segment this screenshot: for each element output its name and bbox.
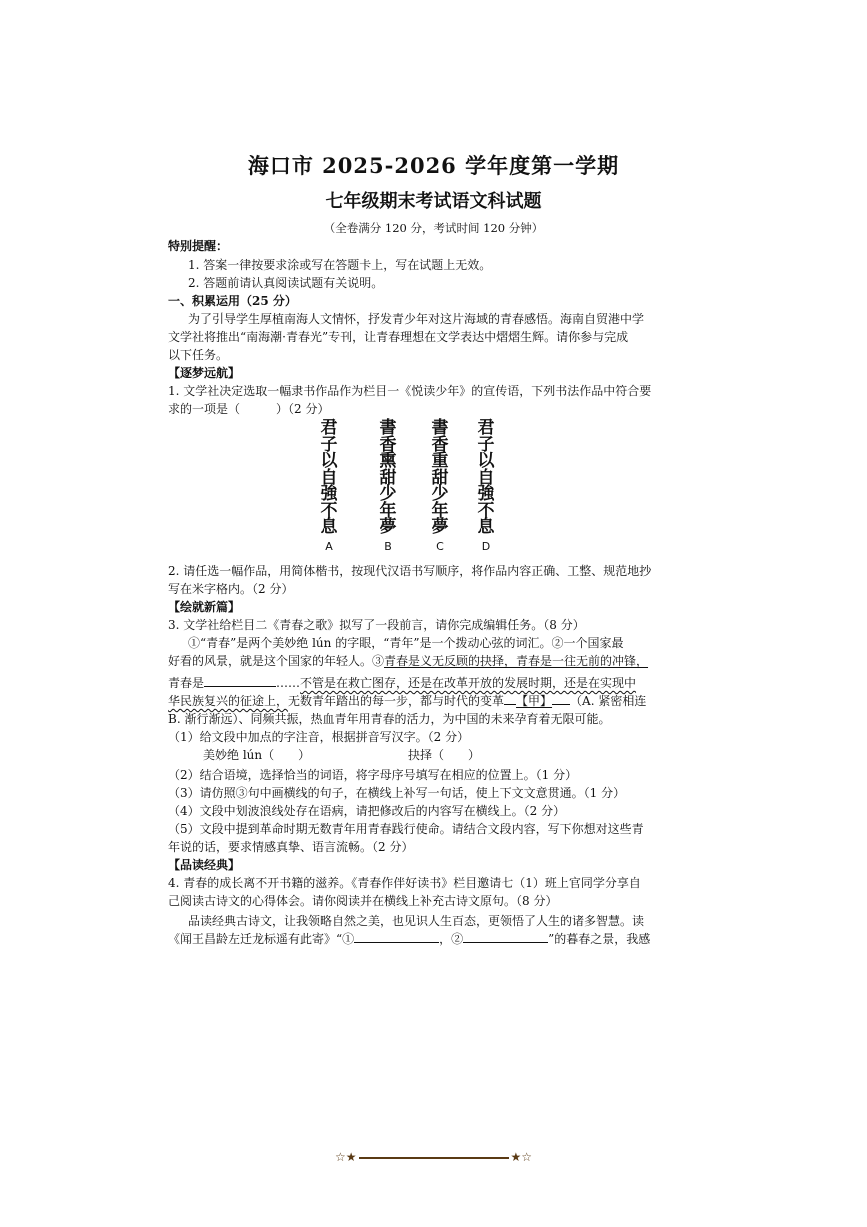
callig-char: 君 [477, 418, 495, 438]
callig-char: 以 [320, 451, 338, 471]
option-label-a[interactable]: A [325, 540, 333, 553]
part-label-3: 【品读经典】 [168, 858, 241, 872]
passage-line-4 [168, 692, 658, 710]
part-label-2: 【绘就新篇】 [168, 600, 241, 614]
underlined-sentence: 青春是义无反顾的抉择，青春是一往无前的冲锋， [384, 654, 649, 668]
wavy-sentence-end: 华民族复兴的征途上， [168, 694, 289, 708]
option-label-d[interactable]: D [481, 540, 491, 553]
callig-char: 自 [320, 467, 338, 488]
callig-char: 息 [320, 517, 338, 537]
callig-char: 不 [320, 500, 338, 521]
ellipsis: …… [276, 676, 301, 690]
poem-blank-1[interactable] [354, 930, 439, 943]
page-footer [0, 1150, 867, 1164]
blank-marker-jia: 【甲】 [516, 694, 553, 708]
sub-question-3: （3）请仿照③句中画横线的句子，在横线上补写一句话，使上下文文意贯通。（1 分） [168, 786, 626, 800]
passage-line-1: ①“青春”是两个美妙绝 lún 的字眼，“青年”是一个拨动心弦的词汇。②一个国家最 [188, 636, 624, 650]
callig-char: 強 [477, 484, 495, 504]
passage-line-2 [168, 652, 658, 670]
q3-stem: 3. 文学社给栏目二《青春之歌》拟写了一段前言，请你完成编辑任务。（8 分） [168, 618, 585, 632]
passage-text: 无数青年踏出的每一步，都与时代的变革 [288, 694, 505, 708]
q4-passage-line-2 [168, 930, 658, 948]
callig-char: 熏 [379, 451, 397, 471]
exam-note: （全卷满分 120 分，考试时间 120 分钟） [323, 221, 544, 235]
part-label-1: 【逐梦远航】 [168, 366, 241, 380]
exam-title: 海口市 2025-2026 学年度第一学期 [247, 153, 620, 178]
poem-blank-2[interactable] [463, 930, 548, 943]
callig-char: 子 [477, 434, 495, 455]
passage-text: 《闻王昌龄左迁龙标遥有此寄》“① [168, 932, 355, 946]
q4-passage-line-1: 品读经典古诗文，让我领略自然之美，也见识人生百态，更领悟了人生的诸多智慧。读 [188, 914, 645, 928]
sub-question-4: （4）文段中划波浪线处存在语病，请把修改后的内容写在横线上。（2 分） [168, 804, 566, 818]
callig-char: 夢 [431, 517, 449, 537]
callig-char: 夢 [379, 517, 397, 537]
intro-line-1: 为了引导学生厚植南海人文情怀，抒发青少年对这片海域的青春感悟。海南自贸港中学 [188, 312, 645, 326]
callig-char: 甜 [379, 467, 397, 488]
calligraphy-column-c [425, 420, 455, 536]
calligraphy-column-a [314, 420, 344, 536]
option-label-c[interactable]: C [436, 540, 444, 553]
word-blank-right[interactable] [552, 692, 570, 705]
q4-line-1: 4. 青春的成长离不开书籍的滋养。《青春作伴好读书》栏目邀请七（1）班上官同学分享自 [168, 876, 641, 890]
sub-question-1-b: 抉择（ ） [408, 748, 481, 762]
passage-text: 好看的风景，就是这个国家的年轻人。③ [168, 654, 385, 668]
callig-char: 少 [379, 484, 397, 504]
callig-char: 少 [431, 484, 449, 504]
section-heading: 一、积累运用（25 分） [168, 294, 297, 308]
calligraphy-column-d [471, 420, 501, 536]
footer-stars-left: ☆★ [334, 1150, 357, 1164]
passage-text: （A. 紧密相连 [570, 694, 647, 708]
reminder-heading: 特别提醒： [168, 239, 229, 253]
intro-line-2: 文学社将推出“南海潮·青春光”专刊，让青春理想在文学表达中熠熠生辉。请你参与完成 [168, 330, 629, 344]
callig-char: 書 [379, 418, 397, 438]
q2-line-1: 2. 请任选一幅作品，用简体楷书，按现代汉语书写顺序，将作品内容正确、工整、规范地抄 [168, 564, 652, 578]
sub-question-5-line-2: 年说的话，要求情感真挚、语言流畅。（2 分） [168, 840, 414, 854]
passage-text: ，② [439, 932, 464, 946]
callig-char: 子 [320, 434, 338, 455]
sub-question-1-a: 美妙绝 lún（ ） [203, 748, 311, 762]
wavy-sentence: 不管是在救亡图存，还是在改革开放的发展时期，还是在实现中 [300, 676, 637, 690]
passage-line-5: B. 渐行渐远）、同频共振，热血青年用青春的活力，为中国的未来孕育着无限可能。 [168, 712, 611, 726]
option-label-b[interactable]: B [384, 540, 392, 553]
callig-char: 年 [379, 500, 397, 521]
imitation-blank[interactable] [204, 674, 276, 687]
word-blank-left[interactable] [504, 692, 516, 705]
callig-char: 書 [431, 418, 449, 438]
callig-char: 息 [477, 517, 495, 537]
callig-char: 香 [431, 434, 449, 455]
sub-question-1: （1）给文段中加点的字注音，根据拼音写汉字。（2 分） [168, 730, 470, 744]
reminder-item-1: 1. 答案一律按要求涂或写在答题卡上，写在试题上无效。 [188, 258, 492, 272]
intro-line-3: 以下任务。 [168, 348, 229, 362]
q1-line-1: 1. 文学社决定选取一幅隶书作品作为栏目一《悦读少年》的宣传语，下列书法作品中符合要 [168, 384, 652, 398]
q2-line-2: 写在米字格内。（2 分） [168, 582, 294, 596]
reminder-item-2: 2. 答题前请认真阅读试题有关说明。 [188, 276, 384, 290]
calligraphy-column-b [373, 420, 403, 536]
callig-char: 甜 [431, 467, 449, 488]
footer-stars-right: ★☆ [510, 1150, 533, 1164]
exam-subtitle: 七年级期末考试语文科试题 [325, 191, 542, 212]
callig-char: 自 [477, 467, 495, 488]
passage-text: 青春是 [168, 676, 205, 690]
sub-question-2: （2）结合语境，选择恰当的词语，将字母序号填写在相应的位置上。（1 分） [168, 768, 578, 782]
callig-char: 重 [431, 451, 449, 471]
passage-text: ”的暮春之景，我感 [548, 932, 651, 946]
q1-line-2: 求的一项是（ ）（2 分） [168, 402, 330, 416]
footer-rule [359, 1157, 509, 1159]
callig-char: 不 [477, 500, 495, 521]
callig-char: 強 [320, 484, 338, 504]
q4-line-2: 己阅读古诗文的心得体会。请你阅读并在横线上补充古诗文原句。（8 分） [168, 894, 558, 908]
passage-line-3 [168, 674, 658, 692]
callig-char: 君 [320, 418, 338, 438]
callig-char: 以 [477, 451, 495, 471]
callig-char: 香 [379, 434, 397, 455]
callig-char: 年 [431, 500, 449, 521]
sub-question-5-line-1: （5）文段中提到革命时期无数青年用青春践行使命。请结合文段内容，写下你想对这些青 [168, 822, 644, 836]
